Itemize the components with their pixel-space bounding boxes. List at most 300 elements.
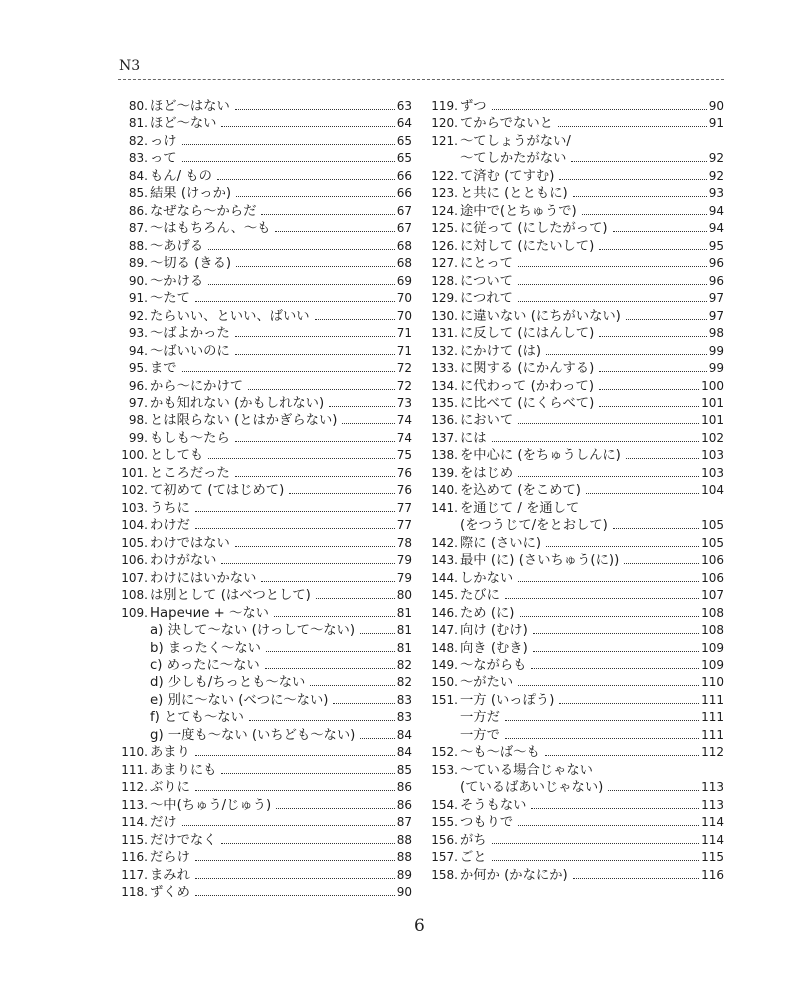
entry-page: 77	[396, 518, 412, 533]
dot-leader	[274, 616, 395, 617]
dot-leader	[195, 895, 395, 896]
entry-title: に比べて (にくらべて)	[460, 395, 595, 411]
toc-entry	[427, 779, 724, 796]
entry-number: 105.	[121, 535, 148, 550]
dot-leader	[342, 423, 394, 424]
entry-page: 70	[396, 308, 412, 323]
entry-page: 106	[701, 570, 724, 585]
entry-page: 72	[396, 378, 412, 393]
entry-page: 74	[396, 430, 412, 445]
entry-number: 150.	[431, 675, 458, 690]
dot-leader	[195, 511, 395, 512]
entry-page: 83	[396, 692, 412, 707]
entry-number: 139.	[431, 465, 458, 480]
entry-page: 76	[396, 465, 412, 480]
entry-page: 71	[396, 343, 412, 358]
toc-entry	[117, 727, 412, 744]
entry-number: 103.	[121, 500, 148, 515]
entry-page: 100	[701, 378, 724, 393]
entry-number: 108.	[121, 588, 148, 603]
dot-leader	[545, 755, 699, 756]
entry-title: ～ばいいのに	[150, 343, 230, 359]
entry-page: 105	[701, 518, 724, 533]
dot-leader	[573, 196, 707, 197]
entry-page: 92	[708, 168, 724, 183]
dot-leader	[546, 354, 707, 355]
toc-entry	[117, 709, 412, 726]
entry-number: 101.	[121, 465, 148, 480]
toc-entry	[427, 203, 724, 220]
toc-entry	[117, 482, 412, 499]
entry-page: 114	[701, 815, 724, 830]
entry-title: を中心に (をちゅうしんに)	[460, 448, 621, 464]
entry-title: ～がたい	[460, 675, 514, 691]
toc-entry	[427, 343, 724, 360]
dot-leader	[208, 284, 395, 285]
toc-entry	[427, 535, 724, 552]
entry-title: もん/ もの	[150, 168, 212, 184]
entry-number: 114.	[121, 815, 148, 830]
entry-number: 121.	[431, 133, 458, 148]
entry-page: 116	[701, 867, 724, 882]
entry-number: 142.	[431, 535, 458, 550]
entry-page: 115	[701, 850, 724, 865]
toc-entry	[117, 605, 412, 622]
dot-leader	[275, 231, 394, 232]
entry-title: Наречие + ～ない	[150, 605, 269, 621]
entry-title: にかけて (は)	[460, 343, 542, 359]
toc-entry	[427, 482, 724, 499]
entry-page: 66	[396, 168, 412, 183]
entry-page: 86	[396, 797, 412, 812]
entry-number: 128.	[431, 273, 458, 288]
entry-title: ほど～はない	[150, 99, 230, 114]
entry-page: 94	[708, 221, 724, 236]
entry-number: 154.	[431, 797, 458, 812]
dot-leader	[182, 825, 395, 826]
entry-number: 109.	[121, 605, 148, 620]
entry-page: 91	[708, 116, 724, 131]
dot-leader	[626, 458, 699, 459]
dot-leader	[195, 755, 395, 756]
entry-title: ほど～ない	[150, 116, 217, 132]
entry-number: 86.	[128, 203, 148, 218]
entry-page: 67	[396, 203, 412, 218]
entry-title: d) 少しも/ちっとも～ない	[150, 675, 306, 691]
entry-title: ～切る (きる)	[150, 256, 232, 272]
entry-title: について	[460, 273, 513, 289]
dot-leader	[613, 528, 699, 529]
dot-leader	[195, 878, 395, 879]
dot-leader	[249, 720, 395, 721]
entry-number: 96.	[128, 378, 148, 393]
entry-title: にとって	[460, 256, 513, 272]
entry-title: つもりで	[460, 815, 514, 831]
toc-entry	[117, 185, 412, 202]
toc-entry	[117, 797, 412, 814]
toc-entry	[427, 133, 724, 150]
entry-number: 118.	[121, 885, 148, 900]
toc-entry	[117, 447, 412, 464]
toc-entry	[427, 744, 724, 761]
entry-number: 158.	[431, 867, 458, 882]
dot-leader	[558, 126, 707, 127]
entry-title: 最中 (に) (さいちゅう(に))	[460, 553, 620, 569]
dot-leader	[221, 563, 394, 564]
entry-title: てからでないと	[460, 116, 553, 132]
toc-entry	[117, 133, 412, 150]
entry-title: だらけ	[150, 850, 190, 866]
toc-entry	[117, 168, 412, 185]
entry-page: 97	[708, 291, 724, 306]
entry-page: 88	[396, 850, 412, 865]
entry-page: 92	[708, 151, 724, 166]
entry-number: 148.	[431, 640, 458, 655]
entry-title: て初めて (てはじめて)	[150, 483, 285, 499]
entry-number: 113.	[121, 797, 148, 812]
dot-leader	[559, 179, 706, 180]
dot-leader	[573, 878, 699, 879]
dot-leader	[235, 546, 395, 547]
entry-title: ～ながらも	[460, 658, 527, 673]
dot-leader	[492, 441, 700, 442]
entry-page: 95	[708, 238, 724, 253]
toc-entry	[427, 657, 724, 674]
toc-entry	[427, 395, 724, 412]
entry-number: 122.	[431, 168, 458, 183]
entry-number: 123.	[431, 186, 458, 201]
entry-title: c) めったに～ない	[150, 658, 260, 673]
entry-page: 97	[708, 308, 724, 323]
toc-entry	[427, 430, 724, 447]
dot-leader	[236, 266, 395, 267]
header-divider	[118, 79, 724, 80]
toc-entry	[117, 692, 412, 709]
entry-number: 140.	[431, 483, 458, 498]
entry-title: ～中(ちゅう/じゅう)	[150, 797, 272, 813]
toc-entry	[117, 238, 412, 255]
dot-leader	[505, 720, 699, 721]
entry-page: 103	[701, 448, 724, 463]
entry-page: 109	[701, 658, 724, 672]
entry-title: っけ	[150, 133, 177, 149]
dot-leader	[533, 651, 699, 652]
toc-entry	[427, 150, 724, 167]
entry-number: 97.	[128, 395, 148, 410]
dot-leader	[559, 703, 699, 704]
entry-page: 68	[396, 238, 412, 253]
toc-entry	[117, 150, 412, 167]
dot-leader	[531, 808, 699, 809]
entry-page: 99	[708, 343, 724, 358]
toc-entry	[427, 500, 724, 517]
toc-entry	[427, 115, 724, 132]
dot-leader	[235, 354, 395, 355]
toc-entry	[427, 517, 724, 534]
dot-leader	[505, 598, 699, 599]
entry-number: 145.	[431, 588, 458, 603]
dot-leader	[235, 441, 395, 442]
entry-page: 83	[396, 710, 412, 725]
entry-number: 80.	[128, 99, 148, 113]
dot-leader	[265, 668, 395, 669]
entry-title: を通じて / を通して	[460, 500, 580, 516]
toc-entry	[117, 814, 412, 831]
entry-title: b) まったく～ない	[150, 640, 261, 656]
entry-page: 87	[396, 815, 412, 830]
entry-page: 70	[396, 291, 412, 306]
toc-entry	[427, 762, 724, 779]
entry-title: ～はもちろん、～も	[150, 221, 271, 237]
dot-leader	[518, 476, 699, 477]
entry-page: 76	[396, 483, 412, 498]
entry-page: 77	[396, 500, 412, 515]
entry-page: 110	[701, 675, 724, 690]
entry-page: 98	[708, 326, 724, 341]
entry-number: 137.	[431, 430, 458, 445]
toc-entry	[117, 657, 412, 674]
entry-title: わけだ	[150, 518, 190, 534]
dot-leader	[571, 161, 706, 162]
entry-number: 138.	[431, 448, 458, 463]
entry-number: 91.	[128, 291, 148, 306]
entry-page: 93	[708, 186, 724, 201]
entry-number: 143.	[431, 553, 458, 568]
entry-title: か何か (かなにか)	[460, 867, 568, 883]
entry-number: 153.	[431, 762, 458, 777]
dot-leader	[518, 581, 699, 582]
toc-entry	[117, 587, 412, 604]
entry-title: まで	[150, 361, 177, 377]
entry-title: あまりにも	[150, 762, 217, 778]
entry-title: わけではない	[150, 535, 230, 551]
entry-title: に従って (にしたがって)	[460, 221, 608, 237]
entry-title: って	[150, 151, 177, 167]
entry-number: 146.	[431, 605, 458, 620]
dot-leader	[221, 126, 394, 127]
dot-leader	[266, 651, 395, 652]
entry-number: 127.	[431, 256, 458, 271]
dot-leader	[261, 581, 394, 582]
page-number: 6	[414, 916, 425, 936]
toc-entry	[427, 587, 724, 604]
dot-leader	[492, 109, 707, 110]
entry-title: 一方 (いっぽう)	[460, 692, 555, 708]
toc-entry	[117, 430, 412, 447]
dot-leader	[533, 633, 699, 634]
entry-number: 112.	[121, 780, 148, 795]
entry-title: に関する (にかんする)	[460, 361, 595, 377]
entry-number: 93.	[128, 326, 148, 341]
entry-page: 112	[701, 745, 724, 760]
entry-title: (ているばあいじゃない)	[460, 780, 604, 796]
entry-number: 144.	[431, 570, 458, 585]
entry-number: 132.	[431, 343, 458, 358]
dot-leader	[182, 371, 395, 372]
toc-entry	[427, 238, 724, 255]
toc-entry	[427, 692, 724, 709]
entry-number: 135.	[431, 395, 458, 410]
entry-number: 116.	[121, 850, 148, 865]
entry-number: 107.	[121, 570, 148, 585]
entry-title: 向け (むけ)	[460, 623, 528, 639]
toc-entry	[427, 640, 724, 657]
entry-title: なぜなら～からだ	[150, 203, 257, 219]
toc-entry	[427, 308, 724, 325]
entry-page: 74	[396, 413, 412, 428]
entry-title: ずつ	[460, 99, 487, 114]
dot-leader	[599, 389, 699, 390]
entry-title: a) 決して～ない (けっして～ない)	[150, 623, 356, 639]
entry-number: 157.	[431, 850, 458, 865]
toc-entry	[117, 395, 412, 412]
entry-page: 78	[396, 535, 412, 550]
entry-title: と共に (とともに)	[460, 186, 568, 202]
dot-leader	[329, 406, 395, 407]
toc-entry	[117, 360, 412, 377]
dot-leader	[208, 458, 395, 459]
entry-title: ため (に)	[460, 605, 515, 621]
toc-entry	[117, 220, 412, 237]
entry-number: 129.	[431, 291, 458, 306]
dot-leader	[492, 860, 700, 861]
entry-number: 88.	[128, 238, 148, 253]
dot-leader	[582, 214, 707, 215]
entry-page: 99	[708, 361, 724, 376]
entry-title: たびに	[460, 588, 500, 604]
toc-entry	[117, 290, 412, 307]
dot-leader	[182, 161, 395, 162]
entry-number: 134.	[431, 378, 458, 393]
entry-number: 111.	[121, 762, 148, 777]
entry-title: がち	[460, 832, 487, 848]
dot-leader	[531, 668, 699, 669]
entry-page: 75	[396, 448, 412, 463]
entry-title: 一方で	[460, 727, 500, 743]
dot-leader	[333, 703, 394, 704]
dot-leader	[599, 406, 699, 407]
entry-number: 100.	[121, 448, 148, 463]
toc-entry	[427, 832, 724, 849]
toc-entry	[117, 779, 412, 796]
entry-title: において	[460, 413, 514, 429]
entry-page: 81	[396, 640, 412, 655]
toc-entry	[427, 797, 724, 814]
toc-entry	[117, 552, 412, 569]
entry-title: ～たて	[150, 291, 190, 307]
toc-entry	[427, 255, 724, 272]
toc-entry	[117, 622, 412, 639]
entry-page: 102	[701, 430, 724, 445]
entry-title: て済む (てすむ)	[460, 168, 555, 184]
entry-title: わけがない	[150, 553, 217, 569]
toc-entry	[117, 849, 412, 866]
entry-title: だけでなく	[150, 832, 217, 848]
entry-page: 96	[708, 273, 724, 288]
toc-entry	[427, 605, 724, 622]
entry-number: 131.	[431, 326, 458, 341]
dot-leader	[182, 144, 395, 145]
entry-title: ごと	[460, 850, 487, 866]
toc-entry	[117, 98, 412, 115]
entry-number: 133.	[431, 361, 458, 376]
dot-leader	[546, 546, 699, 547]
entry-page: 96	[708, 256, 724, 271]
dot-leader	[235, 109, 395, 110]
dot-leader	[492, 843, 700, 844]
dot-leader	[208, 249, 395, 250]
dot-leader	[195, 528, 395, 529]
entry-title: から～にかけて	[150, 378, 244, 394]
entry-title: だけ	[150, 815, 177, 831]
dot-leader	[518, 423, 699, 424]
entry-number: 124.	[431, 203, 458, 218]
toc-entry	[427, 273, 724, 290]
entry-number: 152.	[431, 745, 458, 760]
entry-page: 90	[396, 885, 412, 900]
entry-number: 89.	[128, 256, 148, 271]
entry-title: を込めて (をこめて)	[460, 483, 581, 499]
entry-title: ～も～ば～も	[460, 745, 540, 761]
entry-page: 81	[396, 623, 412, 638]
entry-page: 65	[396, 151, 412, 166]
dot-leader	[195, 860, 395, 861]
entry-number: 104.	[121, 518, 148, 533]
entry-number: 117.	[121, 867, 148, 882]
entry-title: もしも～たら	[150, 430, 230, 446]
toc-entry	[117, 378, 412, 395]
dot-leader	[599, 249, 706, 250]
entry-title: 一方だ	[460, 710, 500, 726]
dot-leader	[520, 616, 700, 617]
toc-entry	[117, 325, 412, 342]
entry-number: 82.	[128, 133, 148, 148]
entry-title: 結果 (けっか)	[150, 186, 232, 202]
entry-number: 102.	[121, 483, 148, 498]
entry-title: ～ばよかった	[150, 326, 230, 342]
dot-leader	[626, 319, 707, 320]
entry-page: 89	[396, 867, 412, 882]
entry-number: 94.	[128, 343, 148, 358]
entry-number: 147.	[431, 623, 458, 638]
dot-leader	[518, 284, 707, 285]
toc-entry	[117, 832, 412, 849]
toc-entry	[427, 185, 724, 202]
toc-entry	[427, 220, 724, 237]
entry-number: 98.	[128, 413, 148, 428]
entry-number: 83.	[128, 151, 148, 166]
toc-entry	[117, 412, 412, 429]
entry-page: 64	[396, 116, 412, 131]
entry-number: 99.	[128, 430, 148, 445]
entry-title: かも知れない (かもしれない)	[150, 395, 325, 411]
entry-title: につれて	[460, 291, 513, 307]
toc-entry	[117, 255, 412, 272]
toc-entry	[117, 517, 412, 534]
entry-page: 103	[701, 465, 724, 480]
entry-page: 84	[396, 745, 412, 760]
entry-title: e) 別に～ない (べつに～ない)	[150, 692, 329, 708]
dot-leader	[221, 773, 394, 774]
entry-title: そうもない	[460, 797, 527, 813]
dot-leader	[236, 196, 395, 197]
entry-number: 141.	[431, 500, 458, 515]
toc-entry	[117, 884, 412, 901]
entry-title: 際に (さいに)	[460, 535, 542, 551]
entry-title: に対して (にたいして)	[460, 238, 595, 254]
entry-page: 73	[396, 395, 412, 410]
toc-entry	[117, 203, 412, 220]
